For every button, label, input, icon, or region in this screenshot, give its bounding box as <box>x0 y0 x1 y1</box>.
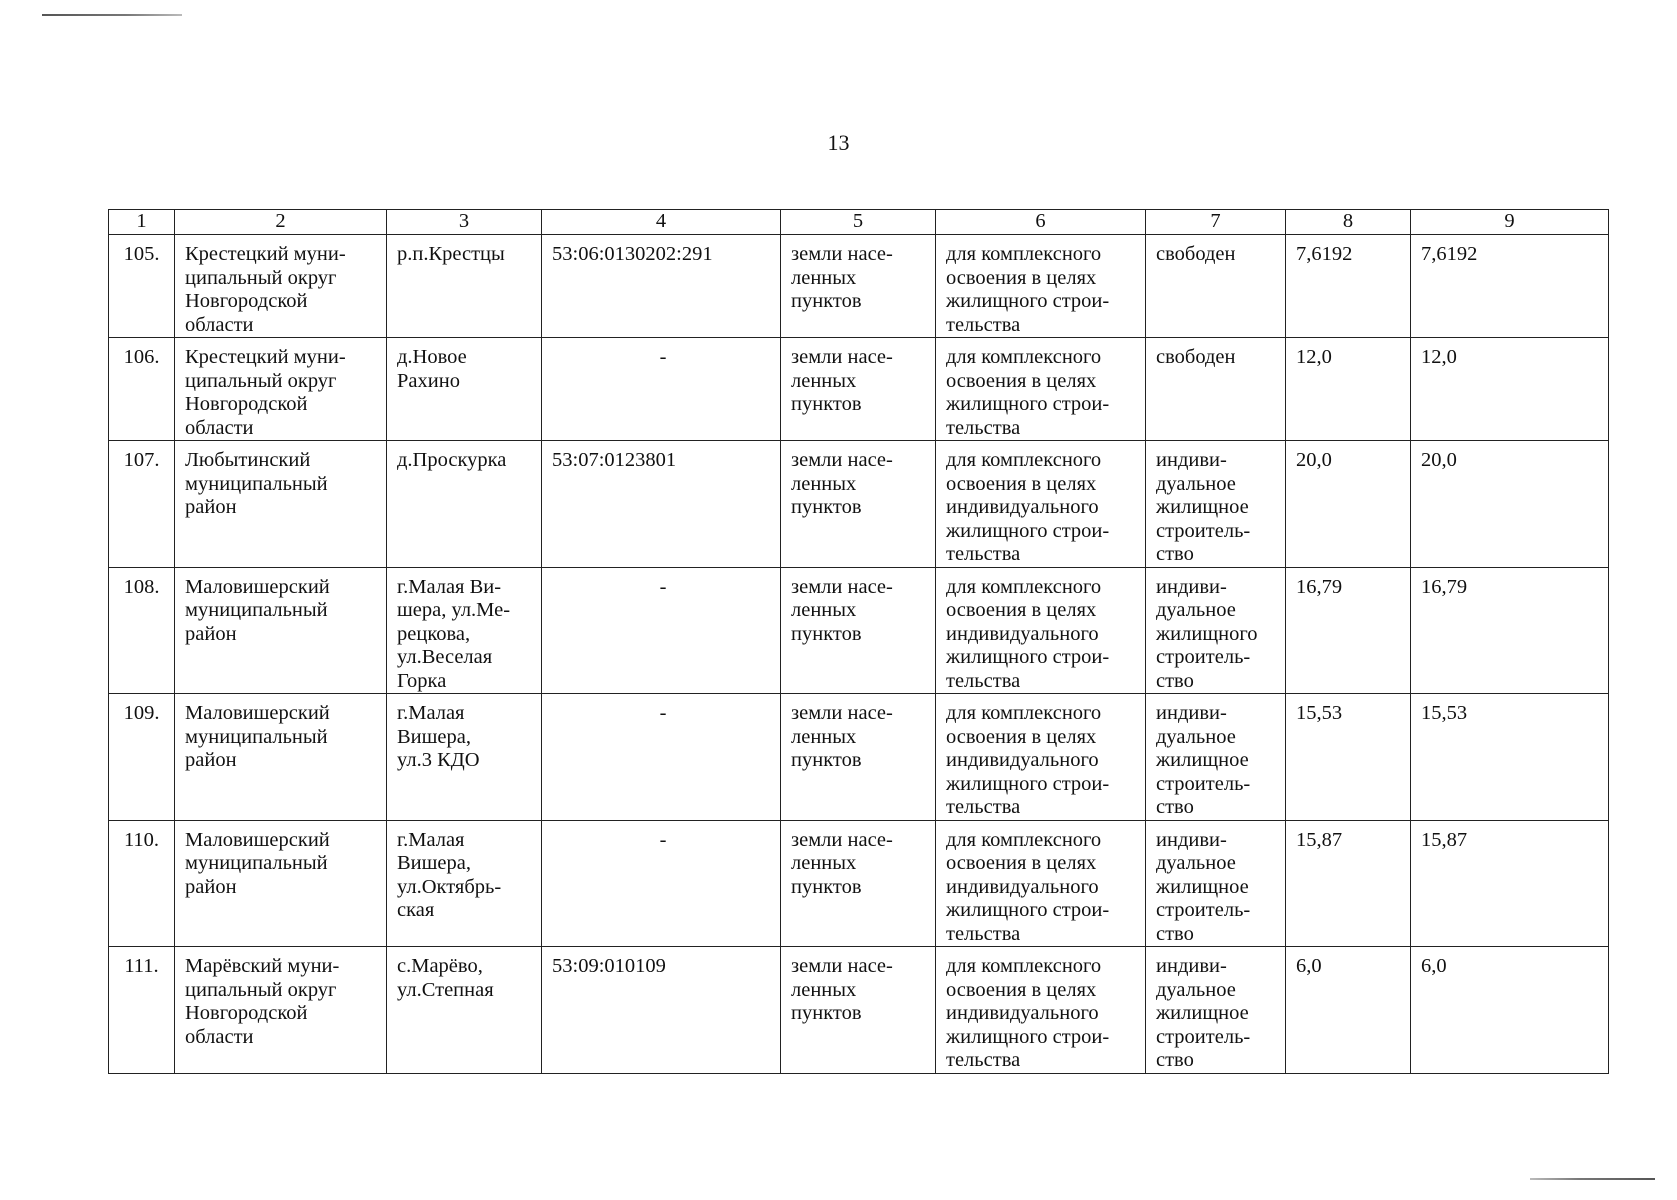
locality-cell: д.Новое Рахино <box>387 338 542 441</box>
cadastral-cell: - <box>542 567 781 694</box>
area-cell-b: 16,79 <box>1411 567 1609 694</box>
locality-cell: д.Проскурка <box>387 441 542 568</box>
area-cell-a: 16,79 <box>1286 567 1411 694</box>
column-header-6: 6 <box>936 210 1146 235</box>
status-cell: индиви- дуальное жилищное строитель- ство <box>1146 820 1286 947</box>
area-cell-a: 6,0 <box>1286 947 1411 1074</box>
cadastral-cell: - <box>542 694 781 821</box>
area-cell-a: 20,0 <box>1286 441 1411 568</box>
status-cell: индиви- дуальное жилищного строитель- ство <box>1146 567 1286 694</box>
locality-cell: г.Малая Вишера, ул.Октябрь- ская <box>387 820 542 947</box>
column-header-4: 4 <box>542 210 781 235</box>
table-row <box>109 338 1609 441</box>
category-cell: земли насе- ленных пунктов <box>781 441 936 568</box>
row-number: 108. <box>109 567 175 694</box>
column-header-1: 1 <box>109 210 175 235</box>
area-cell-b: 15,53 <box>1411 694 1609 821</box>
locality-cell: с.Марёво, ул.Степная <box>387 947 542 1074</box>
table-row <box>109 694 1609 821</box>
category-cell: земли насе- ленных пунктов <box>781 694 936 821</box>
area-cell-a: 15,53 <box>1286 694 1411 821</box>
column-header-8: 8 <box>1286 210 1411 235</box>
status-cell: индиви- дуальное жилищное строитель- ство <box>1146 441 1286 568</box>
area-cell-b: 7,6192 <box>1411 235 1609 338</box>
category-cell: земли насе- ленных пунктов <box>781 338 936 441</box>
locality-cell: г.Малая Ви- шера, ул.Ме- рецкова, ул.Веселая Горка <box>387 567 542 694</box>
table-header <box>109 210 1609 235</box>
column-header-9: 9 <box>1411 210 1609 235</box>
purpose-cell: для комплексного освоения в целях индивидуального жилищного строи- тельства <box>936 694 1146 821</box>
category-cell: земли насе- ленных пунктов <box>781 235 936 338</box>
scan-artifact-top <box>42 14 182 16</box>
area-cell-b: 12,0 <box>1411 338 1609 441</box>
scan-artifact-bottom <box>1530 1178 1655 1180</box>
status-cell: индиви- дуальное жилищное строитель- ство <box>1146 947 1286 1074</box>
district-cell: Маловишерский муниципальный район <box>175 694 387 821</box>
area-cell-b: 15,87 <box>1411 820 1609 947</box>
cadastral-cell: - <box>542 338 781 441</box>
district-cell: Крестецкий муни- ципальный округ Новгородской области <box>175 338 387 441</box>
table-row <box>109 441 1609 568</box>
purpose-cell: для комплексного освоения в целях индивидуального жилищного строи- тельства <box>936 947 1146 1074</box>
district-cell: Маловишерский муниципальный район <box>175 567 387 694</box>
locality-cell: г.Малая Вишера, ул.3 КДО <box>387 694 542 821</box>
district-cell: Маловишерский муниципальный район <box>175 820 387 947</box>
row-number: 106. <box>109 338 175 441</box>
district-cell: Марёвский муни- ципальный округ Новгородской области <box>175 947 387 1074</box>
row-number: 111. <box>109 947 175 1074</box>
area-cell-b: 20,0 <box>1411 441 1609 568</box>
purpose-cell: для комплексного освоения в целях жилищного строи- тельства <box>936 338 1146 441</box>
category-cell: земли насе- ленных пунктов <box>781 820 936 947</box>
table-row <box>109 567 1609 694</box>
purpose-cell: для комплексного освоения в целях индивидуального жилищного строи- тельства <box>936 441 1146 568</box>
district-cell: Любытинский муниципальный район <box>175 441 387 568</box>
table-row <box>109 235 1609 338</box>
cadastral-cell: 53:09:010109 <box>542 947 781 1074</box>
district-cell: Крестецкий муни- ципальный округ Новгородской области <box>175 235 387 338</box>
area-cell-a: 12,0 <box>1286 338 1411 441</box>
table-body <box>109 235 1609 1074</box>
row-number: 105. <box>109 235 175 338</box>
page-number: 13 <box>827 130 850 155</box>
status-cell: свободен <box>1146 338 1286 441</box>
purpose-cell: для комплексного освоения в целях индивидуального жилищного строи- тельства <box>936 567 1146 694</box>
area-cell-a: 15,87 <box>1286 820 1411 947</box>
area-cell-a: 7,6192 <box>1286 235 1411 338</box>
land-plot-table <box>108 209 1609 1074</box>
category-cell: земли насе- ленных пунктов <box>781 567 936 694</box>
purpose-cell: для комплексного освоения в целях индивидуального жилищного строи- тельства <box>936 820 1146 947</box>
cadastral-cell: 53:07:0123801 <box>542 441 781 568</box>
table-row <box>109 947 1609 1074</box>
status-cell: индиви- дуальное жилищное строитель- ство <box>1146 694 1286 821</box>
column-header-3: 3 <box>387 210 542 235</box>
row-number: 110. <box>109 820 175 947</box>
column-header-2: 2 <box>175 210 387 235</box>
cadastral-cell: 53:06:0130202:291 <box>542 235 781 338</box>
purpose-cell: для комплексного освоения в целях жилищного строи- тельства <box>936 235 1146 338</box>
area-cell-b: 6,0 <box>1411 947 1609 1074</box>
row-number: 109. <box>109 694 175 821</box>
header-row <box>109 210 1609 235</box>
column-header-7: 7 <box>1146 210 1286 235</box>
status-cell: свободен <box>1146 235 1286 338</box>
table-row <box>109 820 1609 947</box>
column-header-5: 5 <box>781 210 936 235</box>
locality-cell: р.п.Крестцы <box>387 235 542 338</box>
row-number: 107. <box>109 441 175 568</box>
cadastral-cell: - <box>542 820 781 947</box>
category-cell: земли насе- ленных пунктов <box>781 947 936 1074</box>
